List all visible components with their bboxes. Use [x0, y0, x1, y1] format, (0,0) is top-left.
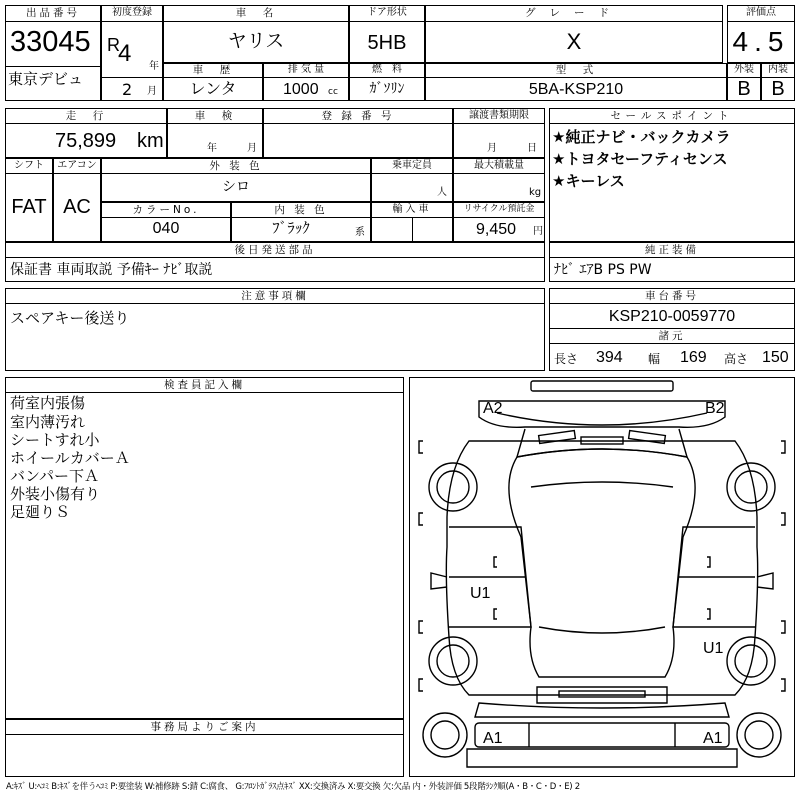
score-label: 評価点: [746, 7, 776, 18]
inspection-month-unit: 月: [247, 143, 257, 154]
displacement-label: 排 気 量: [287, 64, 325, 75]
sales-points-label: セールスポイント: [610, 110, 734, 122]
damage-code-b2: B2: [705, 400, 725, 417]
door-label: ドア形状: [367, 7, 407, 18]
fuel: ｶﾞｿﾘﾝ: [369, 81, 405, 97]
interior-grade: B: [771, 78, 785, 100]
year-unit: 年: [149, 61, 159, 72]
interior-grade-label: 内装: [768, 64, 788, 75]
damage-code-a2: A2: [483, 400, 503, 417]
venue-name: 東京デビュ: [8, 70, 84, 88]
ac: AC: [63, 196, 91, 218]
exterior-color-label: 外 装 色: [209, 160, 263, 172]
history: レンタ: [189, 79, 237, 98]
later-parts: 保証書 車両取説 予備ｷｰ ﾅﾋﾞ取説: [10, 262, 213, 278]
interior-color-label: 内 装 色: [274, 204, 328, 216]
color-no-label: カラーNo.: [132, 204, 200, 216]
recycle-unit: 円: [533, 226, 543, 237]
height-label: 高さ: [724, 352, 749, 366]
damage-code-u1-right: U1: [703, 640, 724, 657]
notes: スペアキー後送り: [10, 309, 130, 327]
reg-year: 4: [118, 40, 132, 67]
grade-label: グレード: [525, 7, 623, 19]
first-reg-label: 初度登録: [112, 7, 152, 18]
sales-point: ★トヨタセーフティセンス: [552, 150, 728, 168]
sales-point: ★キーレス: [552, 172, 625, 190]
inspector-note: 外装小傷有り: [10, 485, 101, 503]
inspector-note: 足廻りＳ: [10, 503, 71, 521]
length-label: 長さ: [554, 352, 579, 366]
width-label: 幅: [648, 352, 661, 366]
chassis-number: KSP210-0059770: [608, 308, 736, 325]
capacity-label: 乗車定員: [392, 160, 432, 171]
capacity-unit: 人: [437, 187, 447, 198]
exterior-grade-label: 外装: [734, 64, 754, 75]
inspector-note: ホイールカバーＡ: [10, 449, 130, 467]
inspector-label: 検査員記入欄: [164, 379, 245, 391]
transfer-month-unit: 月: [487, 143, 497, 154]
inspector-note: 室内薄汚れ: [10, 413, 86, 431]
car-diagram: [409, 377, 795, 777]
dims-label: 諸元: [658, 330, 686, 342]
inspector-note: シートすれ小: [10, 431, 100, 449]
inspector-note: 荷室内張傷: [10, 394, 86, 412]
era: R: [107, 35, 120, 55]
later-parts-label: 後日発送部品: [234, 244, 316, 256]
length: 394: [596, 349, 623, 366]
reg-month: 2: [122, 80, 133, 99]
shift-label: シフト: [14, 160, 44, 171]
sales-point: ★純正ナビ・バックカメラ: [552, 128, 731, 146]
history-label: 車 歴: [192, 64, 234, 76]
equipment-label: 純正装備: [645, 244, 699, 256]
height: 150: [762, 349, 789, 366]
inspection-label: 車 検: [194, 110, 236, 122]
max-load-label: 最大積載量: [474, 160, 524, 171]
interior-color: ﾌﾞﾗｯｸ: [272, 219, 310, 237]
exterior-grade: B: [737, 78, 751, 100]
displacement-unit: cc: [328, 87, 338, 97]
width: 169: [680, 349, 707, 366]
model-code-label: 型 式: [555, 64, 597, 76]
lot-number: 33045: [10, 26, 91, 58]
shift: FAT: [11, 196, 47, 218]
mileage-label: 走 行: [65, 110, 107, 122]
import-label: 輸入車: [392, 204, 432, 215]
chassis-label: 車台番号: [645, 290, 699, 302]
inspector-note: バンパー下Ａ: [10, 467, 99, 485]
fuel-label: 燃 料: [372, 64, 402, 75]
damage-code-u1-left: U1: [470, 585, 491, 602]
max-load-unit: kg: [529, 187, 542, 198]
transfer-day-unit: 日: [527, 143, 537, 154]
notes-label: 注意事項欄: [241, 290, 309, 302]
damage-code-a1-right: A1: [703, 730, 723, 747]
damage-legend: A:ｷｽﾞ U:ﾍｺﾐ B:ｷｽﾞを伴うﾍｺﾐ P:要塗装 W:補修跡 S:錆 C:腐食、 G:ﾌﾛﾝﾄｶﾞﾗｽ点ｷｽﾞ XX:交換済み X:要交換 欠:欠品 内・外装評価 5段階ﾗﾝｸ順(A・B・C・D・E) 2: [6, 782, 580, 792]
office-label: 事務局よりご案内: [150, 721, 259, 733]
model-code: 5BA-KSP210: [528, 81, 624, 98]
recycle-fee: 9,450: [476, 221, 517, 238]
month-unit: 月: [147, 86, 157, 97]
displacement: 1000: [283, 81, 319, 98]
car-name-label: 車 名: [235, 7, 277, 19]
exterior-color: シロ: [222, 179, 250, 195]
lot-label: 出品番号: [26, 7, 80, 19]
plate-label: 登 録 番 号: [321, 110, 395, 122]
interior-color-suffix: 系: [355, 227, 365, 238]
color-no: 040: [152, 220, 180, 237]
damage-code-a1-left: A1: [483, 730, 503, 747]
door-type: 5HB: [367, 32, 407, 54]
grade: X: [566, 29, 582, 54]
inspection-year-unit: 年: [207, 143, 217, 154]
score: 4.5: [732, 26, 790, 57]
car-name: ヤリス: [227, 30, 285, 52]
ac-label: エアコン: [57, 160, 97, 171]
mileage-unit: km: [137, 130, 164, 152]
recycle-label: リサイクル預託金: [463, 204, 535, 214]
mileage: 75,899: [55, 130, 117, 152]
transfer-label: 譲渡書類期限: [469, 110, 529, 121]
equipment: ﾅﾋﾞ ｴｱB PS PW: [554, 262, 652, 278]
